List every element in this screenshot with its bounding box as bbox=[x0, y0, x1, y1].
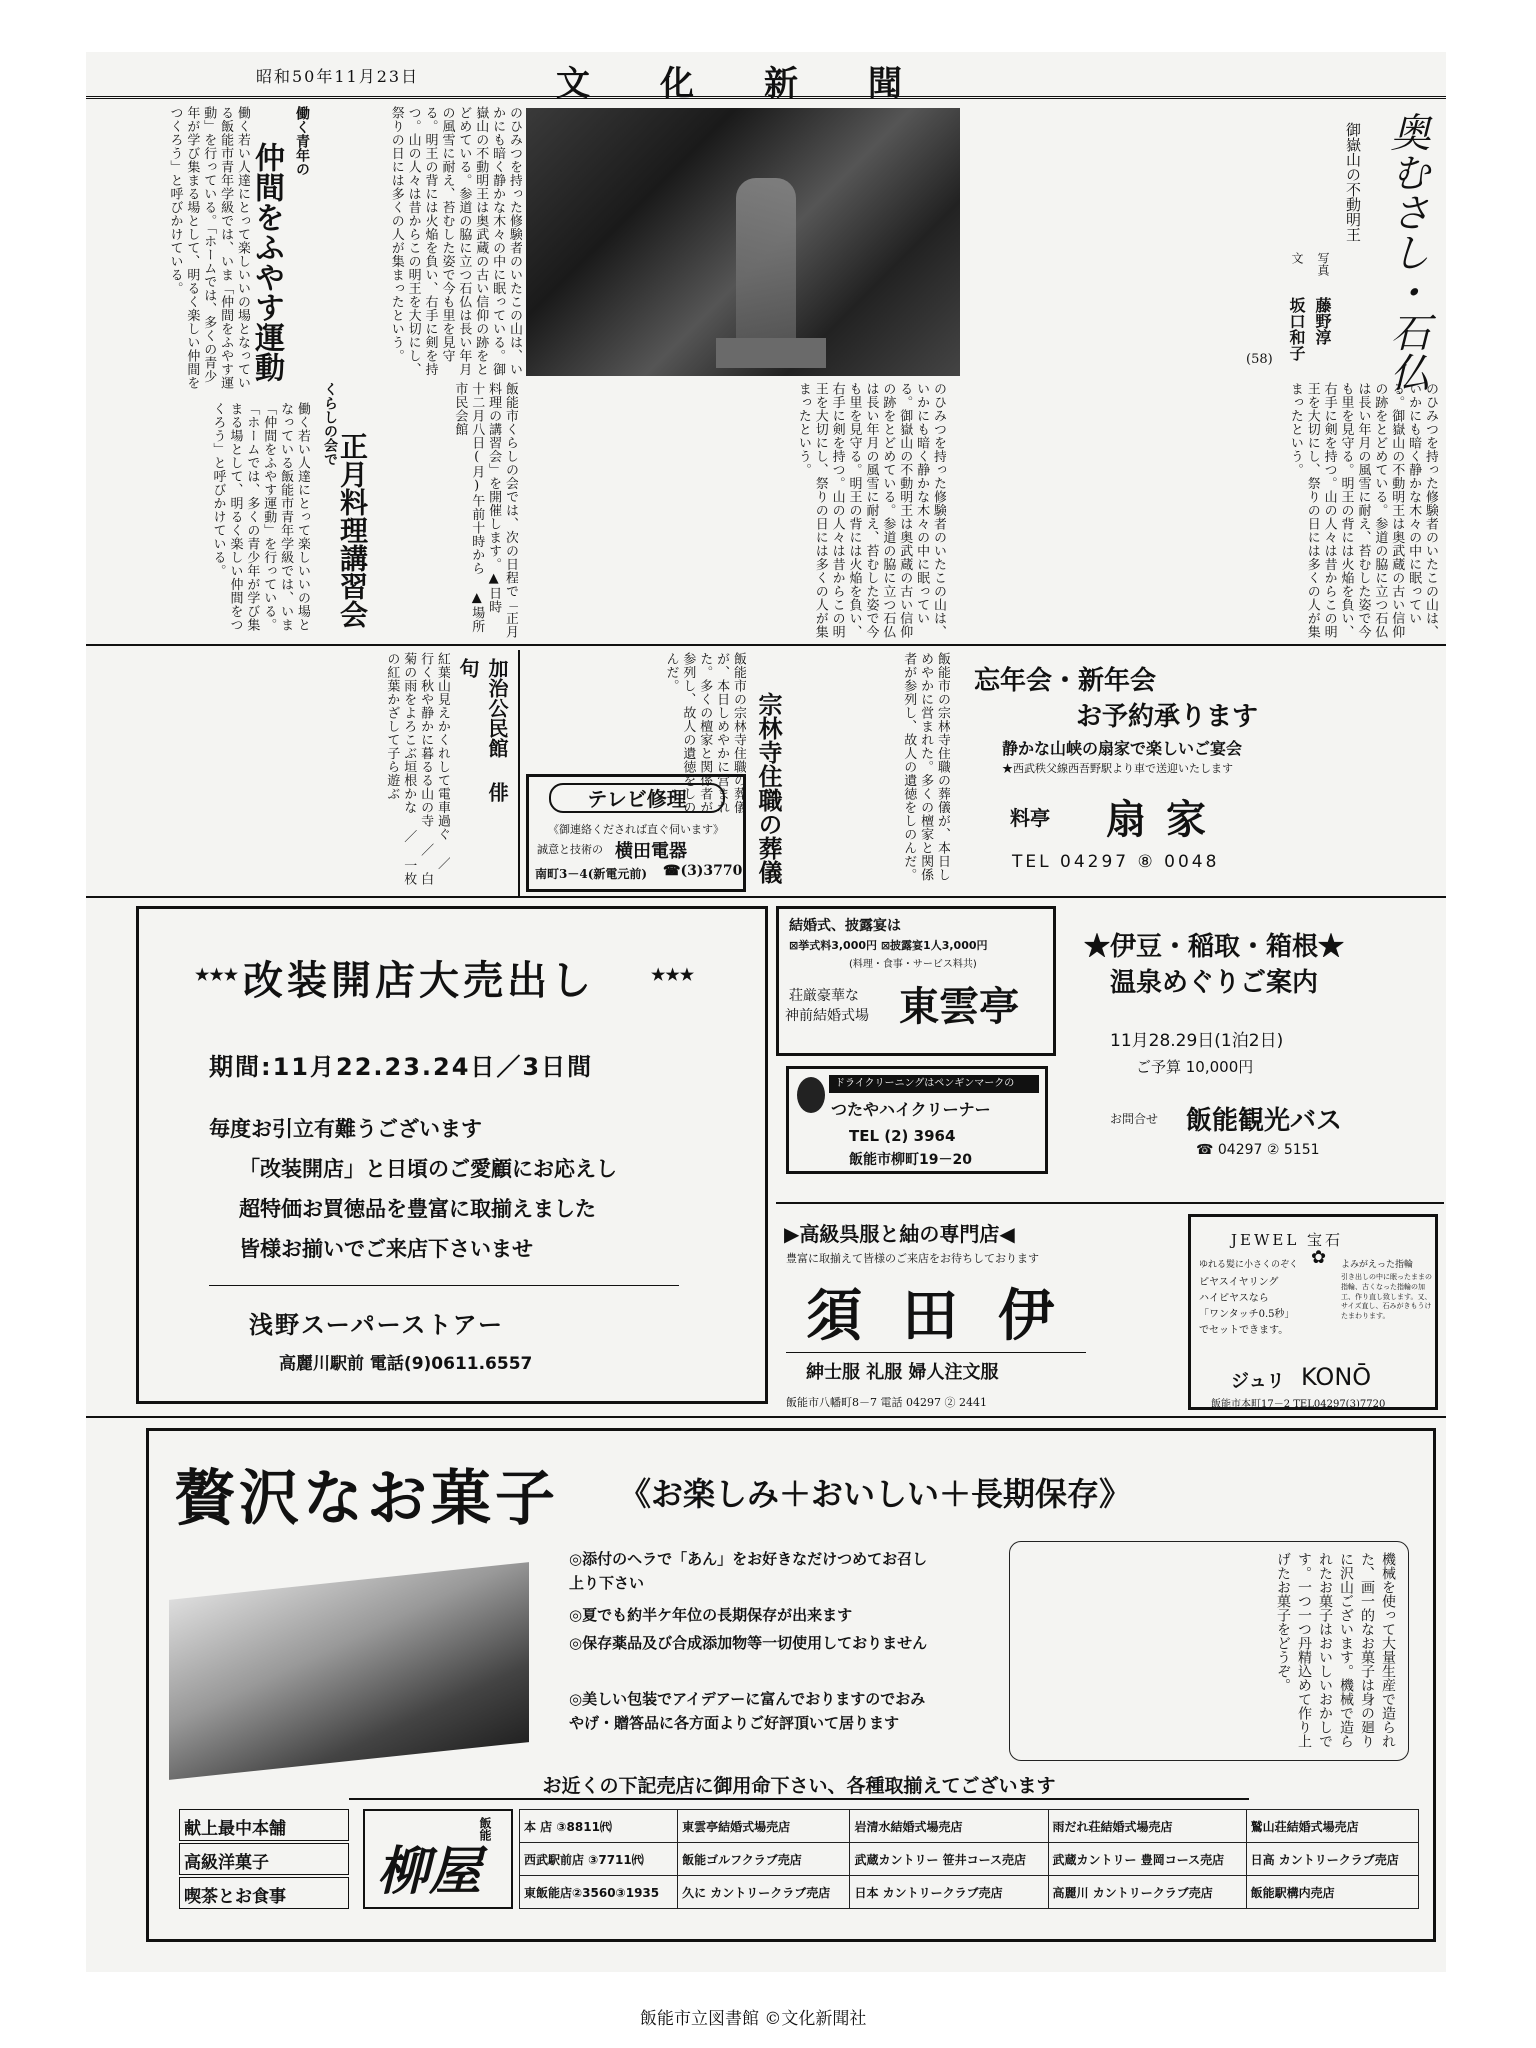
outlet-cell: 武蔵カントリー 豊岡コース売店 bbox=[1048, 1843, 1246, 1876]
sweets-bullet-4: ◎美しい包装でアイデアーに富んでおりますのでおみやげ・贈答品に各方面よりご好評頂いて居ります bbox=[569, 1690, 926, 1732]
footer-credit: 飯能市立図書館 ©文化新聞社 bbox=[640, 2009, 867, 2029]
feature-caption: 御嶽山の不動明王 bbox=[1344, 122, 1362, 242]
sale-divider bbox=[209, 1285, 679, 1286]
tv-repair-note: 《御連絡くだされば直ぐ伺います》 bbox=[548, 823, 724, 836]
divider-middle bbox=[86, 896, 1446, 898]
wedding-line1: 結婚式、披露宴は bbox=[789, 918, 901, 934]
tv-repair-tel: ☎(3)3770 bbox=[663, 863, 743, 879]
outlet-cell: 雨だれ荘結婚式場売店 bbox=[1048, 1810, 1246, 1843]
shop-line-1: 献上最中本舗 bbox=[179, 1809, 349, 1841]
haiku-title: 加治公民館 俳句 bbox=[456, 658, 509, 802]
outlet-cell: 本 店 ③8811㈹ bbox=[520, 1810, 678, 1843]
ougiya-line3: 静かな山峡の扇家で楽しいご宴会 bbox=[1002, 739, 1243, 758]
article-cooking-kicker: くらしの会で bbox=[322, 382, 338, 466]
paper-name: 文化新聞 bbox=[556, 64, 972, 104]
tour-contact-label: お問合せ bbox=[1110, 1112, 1159, 1126]
sweets-banner: お近くの下記売店に御用命下さい、各種取揃えてございます bbox=[349, 1771, 1249, 1800]
sweets-title: 贅沢なお菓子 bbox=[175, 1464, 559, 1534]
outlet-cell: 久に カントリークラブ売店 bbox=[678, 1876, 850, 1909]
sale-line-4: 皆様お揃いでご来店下さいませ bbox=[239, 1236, 533, 1261]
ad-cleaner bbox=[786, 1066, 1048, 1174]
jewel-left1: ゆれる髪に小さくのぞく bbox=[1199, 1260, 1299, 1270]
text-credit-label: 文 bbox=[1290, 252, 1304, 264]
cleaner-line1: ドライクリーニングはペンギンマークの bbox=[829, 1075, 1039, 1093]
feature-series-title: 奥むさし・石仏 bbox=[1384, 112, 1430, 392]
penguin-icon bbox=[797, 1077, 825, 1113]
sweets-bullet-3: ◎保存薬品及び合成添加物等一切使用しておりません bbox=[569, 1634, 928, 1652]
jewel-right2: 引き出しの中に眠ったままの指輪、古くなった指輪の加工、作り直し致します。又、サイズ直し、石みがきもうけたまわります。 bbox=[1341, 1273, 1432, 1321]
shop-name: 柳屋 bbox=[377, 1841, 482, 1902]
tv-repair-title: テレビ修理 bbox=[549, 783, 725, 813]
tour-company: 飯能観光バス bbox=[1186, 1106, 1343, 1136]
shop-line-2: 高級洋菓子 bbox=[179, 1843, 349, 1875]
outlet-cell: 西武駅前店 ③7711㈹ bbox=[520, 1843, 678, 1876]
outlet-cell: 高麗川 カントリークラブ売店 bbox=[1048, 1876, 1246, 1909]
ad-grand-reopening bbox=[136, 906, 768, 1404]
ad-ougiya bbox=[956, 652, 1444, 896]
kimono-divider bbox=[786, 1352, 1086, 1353]
wedding-line3: (料理・食事・サービス料共) bbox=[849, 959, 977, 970]
sale-line-2: 「改装開店」と日頃のご愛顧にお応えし bbox=[239, 1156, 617, 1181]
divider-haiku bbox=[518, 650, 520, 896]
sale-address: 高麗川駅前 電話(9)0611.6557 bbox=[279, 1354, 533, 1374]
tv-repair-tagline: 誠意と技術の bbox=[537, 843, 603, 856]
statue-figure bbox=[736, 178, 796, 348]
jewel-title: JEWEL 宝石 bbox=[1231, 1231, 1344, 1249]
shop-logo bbox=[363, 1809, 513, 1909]
issue-date: 昭和50年11月23日 bbox=[256, 67, 420, 86]
ougiya-line2: お予約承ります bbox=[1076, 702, 1259, 732]
stars-left: ★★★ bbox=[195, 965, 239, 984]
jewel-address: 飯能市本町17－2 TEL04297(3)7720 bbox=[1211, 1399, 1386, 1410]
kimono-items: 紳士服 礼服 婦人注文服 bbox=[806, 1362, 999, 1383]
kimono-shop-name: 須田伊 bbox=[806, 1283, 1094, 1349]
wedding-line2: ⊠挙式料3,000円 ⊠披露宴1人3,000円 bbox=[789, 939, 988, 952]
cleaner-tel: TEL (2) 3964 bbox=[849, 1127, 956, 1145]
jewel-right1: よみがえった指輪 bbox=[1341, 1260, 1414, 1270]
outlet-cell: 東雲亭結婚式場売店 bbox=[678, 1810, 850, 1843]
jewel-left2: ピヤスイヤリング bbox=[1199, 1277, 1279, 1288]
ougiya-name: 扇家 bbox=[1106, 796, 1226, 843]
jewel-left3: ハイピヤスなら bbox=[1199, 1293, 1269, 1304]
tour-date: 11月28.29日(1泊2日) bbox=[1110, 1031, 1284, 1051]
sale-period: 期間:11月22.23.24日／3日間 bbox=[209, 1053, 594, 1081]
sweets-bullet-2: ◎夏でも約半ケ年位の長期保存が出来ます bbox=[569, 1606, 853, 1624]
shop-lines bbox=[179, 1809, 359, 1909]
cleaner-address: 飯能市柳町19－20 bbox=[849, 1152, 972, 1168]
ad-wedding-hall bbox=[776, 906, 1056, 1056]
sale-store: 浅野スーパーストアー bbox=[249, 1311, 504, 1339]
statue-base bbox=[716, 338, 826, 368]
wedding-tag2: 神前結婚式場 bbox=[785, 1008, 869, 1024]
outlet-cell: 日本 カントリークラブ売店 bbox=[850, 1876, 1048, 1909]
feature-body-right: のひみつを持った修験者のいたこの山は、いかにも暗く静かな木々の中に眠っている。御嶽山の不動明王は奥武蔵の古い信仰の跡をとどめている。参道の脇に立つ石仏は長い年月の風雪に耐え、苔むした姿で今も里を見守る。明王の背には火焔を負い、右手に剣を持つ。山の人々は昔からこの明王を大切にし、祭りの日には多くの人が集まったという。 bbox=[1287, 382, 1438, 639]
feature-body-left: のひみつを持った修験者のいたこの山は、いかにも暗く静かな木々の中に眠っている。御嶽山の不動明王は奥武蔵の古い信仰の跡をとどめている。参道の脇に立つ石仏は長い年月の風雪に耐え、苔むした姿で今も里を見守る。明王の背には火焔を負い、右手に剣を持つ。山の人々は昔からこの明王を大切にし、祭りの日には多くの人が集まったという。 bbox=[388, 106, 522, 376]
sale-line-1: 毎度お引立有難うございます bbox=[209, 1116, 482, 1141]
jewel-left5: でセットできます。 bbox=[1199, 1325, 1289, 1336]
article-left-kicker: 働く青年の bbox=[294, 106, 310, 176]
stars-right: ★★★ bbox=[651, 965, 695, 984]
outlet-cell: 武蔵カントリー 笹井コース売店 bbox=[850, 1843, 1048, 1876]
flower-icon: ✿ bbox=[1311, 1247, 1327, 1268]
ad-tv-repair bbox=[526, 774, 746, 892]
outlet-cell: 東飯能店②3560③1935 bbox=[520, 1876, 678, 1909]
kimono-note: 豊富に取揃えて皆様のご来店をお待ちしております bbox=[786, 1252, 1039, 1265]
ougiya-tel: TEL 04297 ⑧ 0048 bbox=[1012, 852, 1220, 872]
outlet-row bbox=[520, 1810, 1419, 1843]
masthead bbox=[86, 52, 1446, 104]
outlet-cell: 岩清水結婚式場売店 bbox=[850, 1810, 1048, 1843]
jewel-left4: 「ワンタッチ0.5秒」 bbox=[1199, 1309, 1295, 1320]
sweets-bullet-1: ◎添付のヘラで「あん」をお好きなだけつめてお召し上り下さい bbox=[569, 1550, 928, 1592]
outlet-cell: 日高 カントリークラブ売店 bbox=[1246, 1843, 1418, 1876]
ougiya-line4: ★西武秩父線西吾野駅より車で送迎いたします bbox=[1002, 762, 1233, 775]
kimono-title: ▶高級呉服と紬の専門店◀ bbox=[784, 1222, 1015, 1246]
outlet-cell: 鷲山荘結婚式場売店 bbox=[1246, 1810, 1418, 1843]
outlet-row bbox=[520, 1843, 1419, 1876]
article-cooking-body: 飯能市くらしの会では、次の日程で「正月料理の講習会」を開催します。▲日時 十二月八日(月)午前十時から ▲場所 市民会館 bbox=[452, 382, 518, 639]
ad-jewelry bbox=[1188, 1214, 1438, 1410]
sale-title: 改装開店大売出し bbox=[243, 957, 595, 1004]
article-cooking-title: 正月料理講習会 bbox=[336, 432, 369, 628]
outlet-cell: 飯能駅構内売店 bbox=[1246, 1876, 1418, 1909]
tour-subtitle: 温泉めぐりご案内 bbox=[1110, 968, 1319, 998]
divider-top bbox=[86, 644, 1446, 646]
shop-line-3: 喫茶とお食事 bbox=[179, 1877, 349, 1909]
outlet-row bbox=[520, 1876, 1419, 1909]
stone-buddha-photo bbox=[526, 108, 960, 376]
tour-tel: ☎ 04297 ② 5151 bbox=[1196, 1142, 1320, 1158]
newspaper-page bbox=[86, 52, 1446, 1972]
ougiya-line1: 忘年会・新年会 bbox=[974, 666, 1157, 696]
jewel-brand2: KONŌ bbox=[1301, 1363, 1372, 1391]
tour-price: ご予算 10,000円 bbox=[1136, 1058, 1254, 1076]
jewel-brand1: ジュリ bbox=[1231, 1371, 1285, 1392]
shop-kicker: 飯能 bbox=[478, 1817, 492, 1841]
ad-kimono-shop bbox=[776, 1212, 1176, 1412]
photographer-name: 藤野淳 bbox=[1313, 297, 1332, 345]
sweets-box-photo bbox=[169, 1562, 529, 1780]
feature-body-bottom: のひみつを持った修験者のいたこの山は、いかにも暗く静かな木々の中に眠っている。御嶽山の不動明王は奥武蔵の古い信仰の跡をとどめている。参道の脇に立つ石仏は長い年月の風雪に耐え、苔むした姿で今も里を見守る。明王の背には火焔を負い、右手に剣を持つ。山の人々は昔からこの明王を大切にし、祭りの日には多くの人が集まったという。 bbox=[795, 382, 946, 639]
tv-repair-shop: 横田電器 bbox=[615, 841, 687, 862]
wedding-tag1: 荘厳豪華な bbox=[789, 988, 859, 1004]
outlet-cell: 飯能ゴルフクラブ売店 bbox=[678, 1843, 850, 1876]
sweets-subtitle: 《お楽しみ＋おいしい＋長期保存》 bbox=[619, 1475, 1132, 1513]
tv-repair-address: 南町3－4(新電元前) bbox=[535, 867, 648, 881]
ad-luxury-sweets bbox=[146, 1428, 1436, 1942]
photo-credit-label: 写真 bbox=[1316, 252, 1330, 276]
divider-bottom bbox=[86, 1416, 1446, 1418]
funeral-title: 宗林寺住職の葬儀 bbox=[754, 692, 783, 884]
haiku-body: 紅葉山見えかくれして電車過ぐ ／ 行く秋や静かに暮るる山の寺 ／ 白菊の雨をよろこぶ垣根かな ／ 一枚の紅葉かざして子ら遊ぶ bbox=[384, 652, 450, 886]
article-left-body: 働く若い人達にとって楽しいいの場となっている飯能市青年学級では、いま「仲間をふやす運動」を行っている。「ホームでは、多くの青少年が学び集まる場として、明るく楽しい仲間をつくろう」と呼びかけている。 bbox=[167, 106, 250, 390]
wedding-hall-name: 東雲亭 bbox=[899, 983, 1019, 1030]
ougiya-label: 料亭 bbox=[1010, 806, 1050, 830]
outlet-table bbox=[519, 1809, 1419, 1909]
series-number: (58) bbox=[1246, 352, 1273, 367]
sweets-side-text: 機械を使って大量生産で造られた、画一的なお菓子は身の廻りに沢山ございます。機械で造られたお菓子はおいしいおかしです。一つ一つ丹精込めて作り上げたお菓子をどうぞ。 bbox=[1009, 1541, 1409, 1761]
cleaner-name: つたやハイクリーナー bbox=[831, 1100, 991, 1119]
tour-title: ★伊豆・稲取・箱根★ bbox=[1084, 932, 1345, 962]
funeral-body: 飯能市の宗林寺住職の葬儀が、本日しめやかに営まれた。多くの檀家と関係者が参列し、故人の遺徳をしのんだ。 bbox=[663, 652, 746, 814]
writer-name: 坂口和子 bbox=[1287, 297, 1306, 361]
divider-ads bbox=[776, 1202, 1444, 1204]
kimono-address: 飯能市八幡町8－7 電話 04297 ② 2441 bbox=[786, 1396, 987, 1409]
article-left-body-cont: 働く若い人達にとって楽しいいの場となっている飯能市青年学級では、いま「仲間をふやす運動」を行っている。「ホームでは、多くの青少年が学び集まる場として、明るく楽しい仲間をつくろう」と呼びかけている。 bbox=[210, 402, 310, 632]
article-left-title: 仲間をふやす運動 bbox=[249, 142, 284, 382]
ad-hot-spring-tour bbox=[1066, 906, 1444, 1196]
funeral-body-cont: 飯能市の宗林寺住職の葬儀が、本日しめやかに営まれた。多くの檀家と関係者が参列し、故人の遺徳をしのんだ。 bbox=[901, 652, 950, 882]
sale-line-3: 超特価お買徳品を豊富に取揃えました bbox=[239, 1196, 596, 1221]
